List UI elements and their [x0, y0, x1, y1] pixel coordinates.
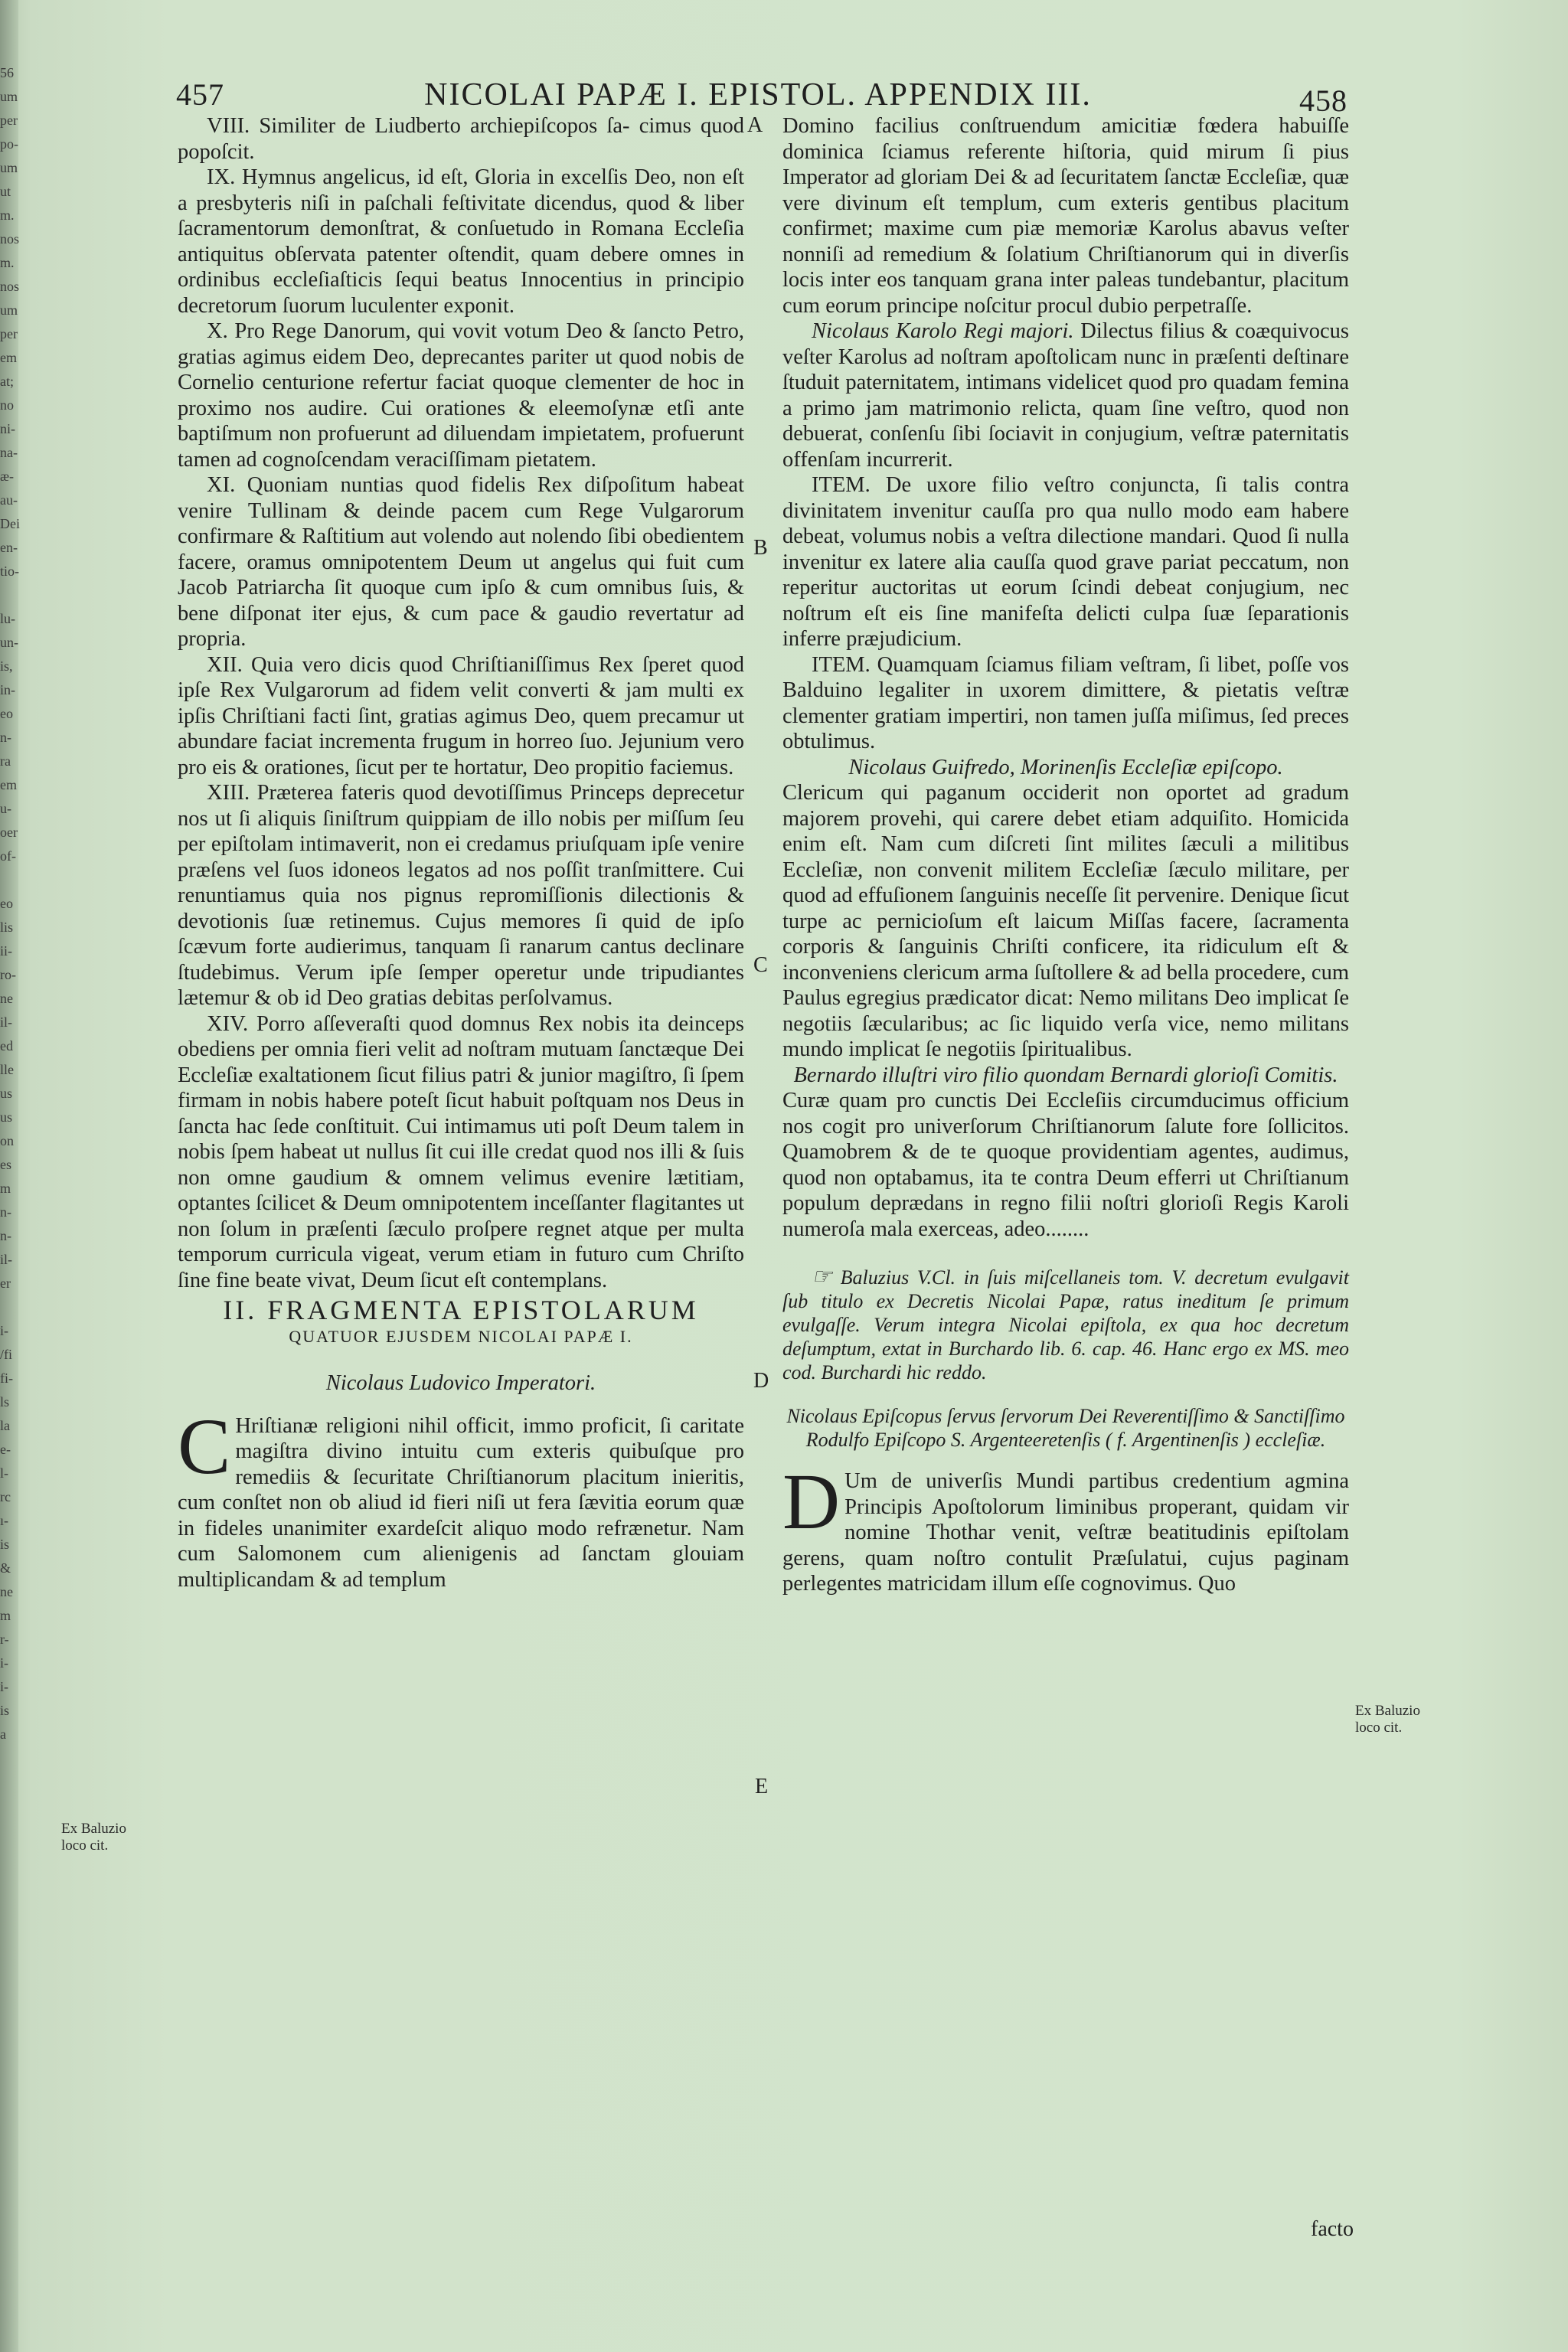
- page-number-left: 457: [176, 77, 224, 112]
- paragraph-viii: VIII. Similiter de Liudberto archiepiſcopos ſa- cimus quod popoſcit.: [178, 114, 744, 164]
- paragraph-xi: XI. Quoniam nuntias quod fidelis Rex diſpoſitum habeat venire Tullinam & deinde pacem cum Rege Vulgarorum confirmare & Raſtitium aut volendo aut nolendo ſibi obedientem facere, oramus omnipotentem Deum ut angelus qui fuit cum Jacob Patriarcha ſit quoque cum ipſo & cum omnibus ſuis, & bene diſponat iter ejus, & cum pace & gaudio revertatur ad propria.: [178, 473, 744, 651]
- section-letter-d: D: [753, 1369, 769, 1393]
- facing-page-fragment: æ-: [0, 469, 14, 484]
- facing-page-fragment: la: [0, 1418, 10, 1433]
- facing-page-fragment: en-: [0, 540, 18, 555]
- facing-page-fragment: ne: [0, 991, 13, 1006]
- paragraph-xiii: XIII. Præterea fateris quod devotiſſimus Princeps deprecetur nos ut ſi aliquis ſiniſtrum quippiam de illo nobis per miſſum ſeu per epiſtolam intimaverit, non ei credamus priuſquam ipſe venire præſens vel ſuos idoneos legatos ad nos poſſit tranſmittere. Cui renuntiamus quia nos pignus repromiſſionis dilectionis & devotionis ſuæ retinemus. Cujus memores ſi quid de ipſo ſcævum forte audierimus, tanquam ſi ranarum cantus declinare ſtudebimus. Verum ipſe ſemper operetur unde tripudiantes lætemur & ob id Deo gratias debitas perſolvamus.: [178, 781, 744, 1010]
- letter-address-bernardo: Bernardo illuſtri viro filio quondam Bernardi glorioſi Comitis.: [793, 1063, 1338, 1087]
- letter-ludovico: [178, 1402, 744, 1593]
- facing-page-fragment: i-: [0, 1323, 8, 1338]
- facing-page-fragment: nos: [0, 231, 20, 247]
- facing-page-fragment: no: [0, 397, 14, 413]
- facing-page-fragment: n-: [0, 1228, 11, 1243]
- facing-page-fragment: [0, 868, 21, 892]
- facing-page-fragment: eo: [0, 896, 13, 911]
- paragraph-x: X. Pro Rege Danorum, qui vovit votum Deo & ſancto Petro, gratias agimus eidem Deo, deprecantes pariter ut quod nobis de Cornelio centurione refertur faciat quoque clementer de hoc in proximo nos audire. Cui orationes & eleemoſynæ etſi ante baptiſmum non profuerunt ad diluendam impietatem, profuerunt tamen ad cognoſcendam veraciſſimam pietatem.: [178, 319, 744, 472]
- facing-page-fragment: er: [0, 1276, 11, 1291]
- fragment-subtitle: QUATUOR EJUSDEM NICOLAI PAPÆ I.: [289, 1326, 633, 1346]
- right-column: [782, 113, 1349, 1597]
- item-one: ITEM. De uxore filio veſtro conjuncta, ſi talis contra divinitatem invenitur cauſſa pro qua nullo modo eam habere debeat, volumus nobis a veſtra dilectione mandari. Quod ſi nulla invenitur ex latere alia cauſſa quod grave pariat peccatum, non reperitur auctoritas ut eorum ſcindi debeat conjugium, nec noſtrum eſt eis ſine manifeſta delicti culpa ſuæ ſeparationis inferre præjudicium.: [782, 473, 1349, 651]
- pointing-hand-icon: ☞: [812, 1264, 832, 1289]
- facing-page-fragment: em: [0, 777, 17, 792]
- item-two: ITEM. Quamquam ſciamus filiam veſtram, ſi libet, poſſe vos Balduino legaliter in uxorem dimittere, & pietatis veſtræ clementer gratiam impertiri, non tamen juſſa miſimus, ſed preces obtulimus.: [782, 652, 1349, 753]
- editor-note: [782, 1265, 1349, 1384]
- paragraph-xiv: XIV. Porro aſſeveraſti quod domnus Rex nobis ita deinceps obediens per omnia fieri velit ad noſtram mutuam ſanctæque Dei Eccleſiæ exaltationem ſicut filius patri & junior magiſtro, ſi ſpem firmam in nobis habere poteſt ſicut habuit poſtquam nos Deus in ſancta hac ſede conſtituit. Cui intimamus uti poſt Deum talem in nobis ſpem habeat ut nullus ſit cui ille credat quod nos illi & ſuis non omne gaudium & omnem velimus evenire lætitiam, optantes ſcilicet & Deum omnipotentem inceſſanter flagitantes ut non ſolum in præſenti ſæculo proſpere regnet atque per multa temporum curricula vigeat, verum etiam in futuro cum Chriſto ſine fine beate vivat, Deum ſicut eſt contemplans.: [178, 1011, 744, 1292]
- page-number-right: 458: [1299, 83, 1348, 118]
- facing-page-fragment: po-: [0, 136, 18, 152]
- section-letter-a: A: [747, 113, 763, 137]
- facing-page-fragment: n-: [0, 1204, 11, 1220]
- editor-note-text: Baluzius V.Cl. in ſuis miſcellaneis tom. V. decretum evulgavit ſub titulo ex Decretis Nicolai Papæ, ratus ineditum ſe primum evulgaſſe. Verum integra Nicolai epiſtola, ex qua hoc decretum deſumptum, extat in Burchardo lib. 6. cap. 46. Hanc ergo ex MS. meo cod. Burchardi hic reddo.: [782, 1266, 1349, 1383]
- facing-page-fragment: is: [0, 1703, 10, 1718]
- facing-page-fragment: is: [0, 1537, 10, 1552]
- sidenote-left: Ex Baluzio loco cit.: [61, 1821, 126, 1854]
- facing-page-fragment: es: [0, 1157, 11, 1172]
- facing-page-fragment: e-: [0, 1442, 11, 1457]
- facing-page-fragment: m.: [0, 207, 15, 223]
- letter-bernardo: Curæ quam pro cunctis Dei Eccleſiis circumducimus officium nos cogit pro univerſorum Chriſtianorum ſalute fore ſollicitos. Quamobrem & de te quoque providentiam agentes, audimus, quod non optabamus, ita te contra Deum efferri ut Chriſtianum populum deprædans in regno filii noſtri glorioſi Regis Karoli numeroſa mala exerceas, adeo........: [782, 1089, 1349, 1241]
- facing-page-fragment: na-: [0, 445, 18, 460]
- left-column: [178, 113, 744, 1592]
- facing-page-fragment: um: [0, 302, 18, 318]
- fragment-title: II. FRAGMENTA EPISTOLARUM: [223, 1295, 699, 1325]
- facing-page-fragment: ii-: [0, 943, 12, 959]
- facing-page-fragment: a: [0, 1726, 6, 1742]
- drop-cap-d: D: [782, 1458, 841, 1546]
- facing-page-edge: [0, 61, 21, 1746]
- facing-page-fragment: per: [0, 326, 18, 341]
- facing-page-fragment: rc: [0, 1489, 11, 1504]
- facing-page-fragment: tio-: [0, 564, 19, 579]
- facing-page-fragment: r-: [0, 1632, 9, 1647]
- letter-karolo-text: Dilectus filius & coæquivocus veſter Karolus ad noſtram apoſtolicam nunc in præſenti deſtinare ſtuduit paternitatem, intimans videlicet quod pro quadam femina a primo jam matrimonio relicta, quam ſine veſtro, quod non debuerat, conſenſu ſibi ſociavit in conjugium, veſtræ paternitatis offenſam incurrerit.: [782, 319, 1349, 472]
- facing-page-fragment: Dei: [0, 516, 20, 531]
- drop-cap-c: C: [178, 1402, 231, 1491]
- facing-page-fragment: m: [0, 1608, 11, 1623]
- facing-page-fragment: i-: [0, 1679, 8, 1694]
- section-letter-b: B: [753, 536, 768, 560]
- letter-address-ludovico: Nicolaus Ludovico Imperatori.: [325, 1371, 596, 1395]
- facing-page-fragment: m.: [0, 255, 15, 270]
- facing-page-fragment: on: [0, 1133, 14, 1148]
- facing-page-fragment: em: [0, 350, 17, 365]
- facing-page-fragment: of-: [0, 848, 16, 864]
- facing-page-fragment: au-: [0, 492, 18, 508]
- facing-page-fragment: /fi: [0, 1347, 12, 1362]
- facing-page-fragment: ı-: [0, 1513, 8, 1528]
- facing-page-fragment: lle: [0, 1062, 14, 1077]
- facing-page-fragment: um: [0, 89, 18, 104]
- letter-ludovico-continued: Domino facilius conſtruendum amicitiæ fœdera habuiſſe dominica ſciamus referente hiſtoria, quid mirum ſi pius Imperator ad gloriam Dei & ad ſecuritatem ſanctæ Eccleſiæ, quæ vere divinum eſt templum, cum exteris gentibus placitum confirmet; maxime cum piæ memoriæ Karolus abavus veſter nonniſi ad remedium & ſolatium Chriſtianorum qui in diverſis locis inter eos tanquam grana inter paleas tundebantur, placitum cum eorum principe noſcitur procul dubio perpetraſſe.: [782, 114, 1349, 318]
- facing-page-fragment: us: [0, 1086, 13, 1101]
- sidenote-right: Ex Baluzio loco cit.: [1355, 1703, 1420, 1736]
- facing-page-fragment: un-: [0, 635, 18, 650]
- facing-page-fragment: lis: [0, 920, 14, 935]
- letter-ludovico-text: Hriſtianæ religioni nihil officit, immo proficit, ſi caritate magiſtra divino intuitu cum exteris quibuſque pro remediis & ſecuritate Chriſtianorum placitum inieritis, cum conſtet non ob aliud id fieri niſi ut fera ſævitia eorum quæ in fideles unanimiter exardeſcit aliquo modo refrænetur. Nam cum Salomonem cum alienigenis ad ſanctam glouiam multiplicandam & ad templum: [178, 1413, 744, 1592]
- letter-rodulfo-text: Um de univerſis Mundi partibus credentium agmina Principis Apoſtolorum liminibus properant, quidam vir nomine Thothar venit, veſtræ beatitudinis epiſtolam gerens, quam noſtro contulit Præſulatui, cujus paginam perlegentes matricidam illum eſſe cognovimus. Quo: [782, 1469, 1349, 1596]
- facing-page-fragment: ro-: [0, 967, 16, 982]
- facing-page-fragment: in-: [0, 682, 15, 697]
- facing-page-fragment: l-: [0, 1465, 8, 1481]
- facing-page-fragment: ra: [0, 753, 11, 769]
- facing-page-fragment: fi-: [0, 1370, 13, 1386]
- letter-address-rodulfo: Nicolaus Epiſcopus ſervus ſervorum Dei Reverentiſſimo & Sanctiſſimo Rodulfo Epiſcopo S. Argenteeretenſis ( f. Argentinenſis ) eccleſiæ.: [786, 1405, 1345, 1451]
- facing-page-fragment: [0, 1295, 21, 1319]
- letter-karolo: [782, 318, 1349, 472]
- letter-guifredo: Clericum qui paganum occiderit non oportet ad gradum majorem provehi, qui carere debet etiam adquiſito. Homicida enim eſt. Nam cum diſcreti ſint milites ſæculi a militibus Eccleſiæ, non convenit militem Eccleſiæ ſæculo militare, per quod ad effuſionem ſanguinis neceſſe ſit pervenire. Denique ſicut turpe ac pernicioſum eſt laicum Miſſas facere, ſacramenta corporis & ſanguinis Chriſti conficere, ita ridiculum eſt & inconveniens clericum arma ſuſtollere & ad bella procedere, cum Paulus egregius prædicator dicat: Nemo militans Deo implicat ſe negotiis ſæcularibus; ac ſic liquido verſa vice, nemo militans mundo implicat ſe negotiis ſpiritualibus.: [782, 781, 1349, 1061]
- facing-page-fragment: m: [0, 1181, 11, 1196]
- facing-page-fragment: ut: [0, 184, 11, 199]
- facing-page-fragment: at;: [0, 374, 14, 389]
- running-title: NICOLAI PAPÆ I. EPISTOL. APPENDIX III.: [424, 77, 1092, 113]
- facing-page-fragment: um: [0, 160, 18, 175]
- facing-page-fragment: n-: [0, 730, 11, 745]
- facing-page-fragment: u-: [0, 801, 11, 816]
- facing-page-fragment: ed: [0, 1038, 13, 1054]
- paragraph-xii: XII. Quia vero dicis quod Chriſtianiſſimus Rex ſperet quod ipſe Rex Vulgarorum ad fidem velit converti & jam multi ex ipſis Chriſtiani facti ſint, gratias agimus Deo, quem precamur ut abundare faciat incrementa frugum in horreo ſuo. Jejunium vero pro eis & orationes, ſicut per te hortatur, Deo propitio faciemus.: [178, 652, 744, 779]
- facing-page-fragment: us: [0, 1109, 13, 1125]
- paragraph-ix: IX. Hymnus angelicus, id eſt, Gloria in excelſis Deo, non eſt a presbyteris niſi in paſchali feſtivitate dicendus, quod & liber ſacramentorum demonſtrat, & conſuetudo in Romana Eccleſia antiquitus obſervata patenter oſtendit, quam debere omnes in ordinibus eccleſiaſticis ſequi beatus Innocentius in principio decretorum ſuorum luculenter exponit.: [178, 165, 744, 318]
- letter-address-karolo: Nicolaus Karolo Regi majori.: [812, 319, 1074, 343]
- facing-page-fragment: is,: [0, 658, 13, 674]
- facing-page-fragment: i-: [0, 1655, 8, 1671]
- facing-page-fragment: il-: [0, 1252, 12, 1267]
- facing-page-fragment: oer: [0, 825, 18, 840]
- facing-page-fragment: per: [0, 113, 18, 128]
- facing-page-fragment: il-: [0, 1014, 12, 1030]
- letter-rodulfo: [782, 1458, 1349, 1597]
- section-letter-e: E: [755, 1775, 769, 1798]
- letter-address-guifredo: Nicolaus Guifredo, Morinenſis Eccleſiæ epiſcopo.: [848, 755, 1283, 779]
- facing-page-fragment: ni-: [0, 421, 15, 436]
- facing-page-fragment: eo: [0, 706, 13, 721]
- facing-page-fragment: lu-: [0, 611, 15, 626]
- facing-page-fragment: nos: [0, 279, 20, 294]
- facing-page-fragment: ls: [0, 1394, 10, 1410]
- facing-page-fragment: [0, 583, 21, 607]
- facing-page-fragment: 56: [0, 65, 14, 80]
- facing-page-fragment: ne: [0, 1584, 13, 1599]
- catchword: facto: [1311, 2217, 1354, 2241]
- section-letter-c: C: [753, 953, 768, 977]
- facing-page-fragment: &: [0, 1560, 11, 1576]
